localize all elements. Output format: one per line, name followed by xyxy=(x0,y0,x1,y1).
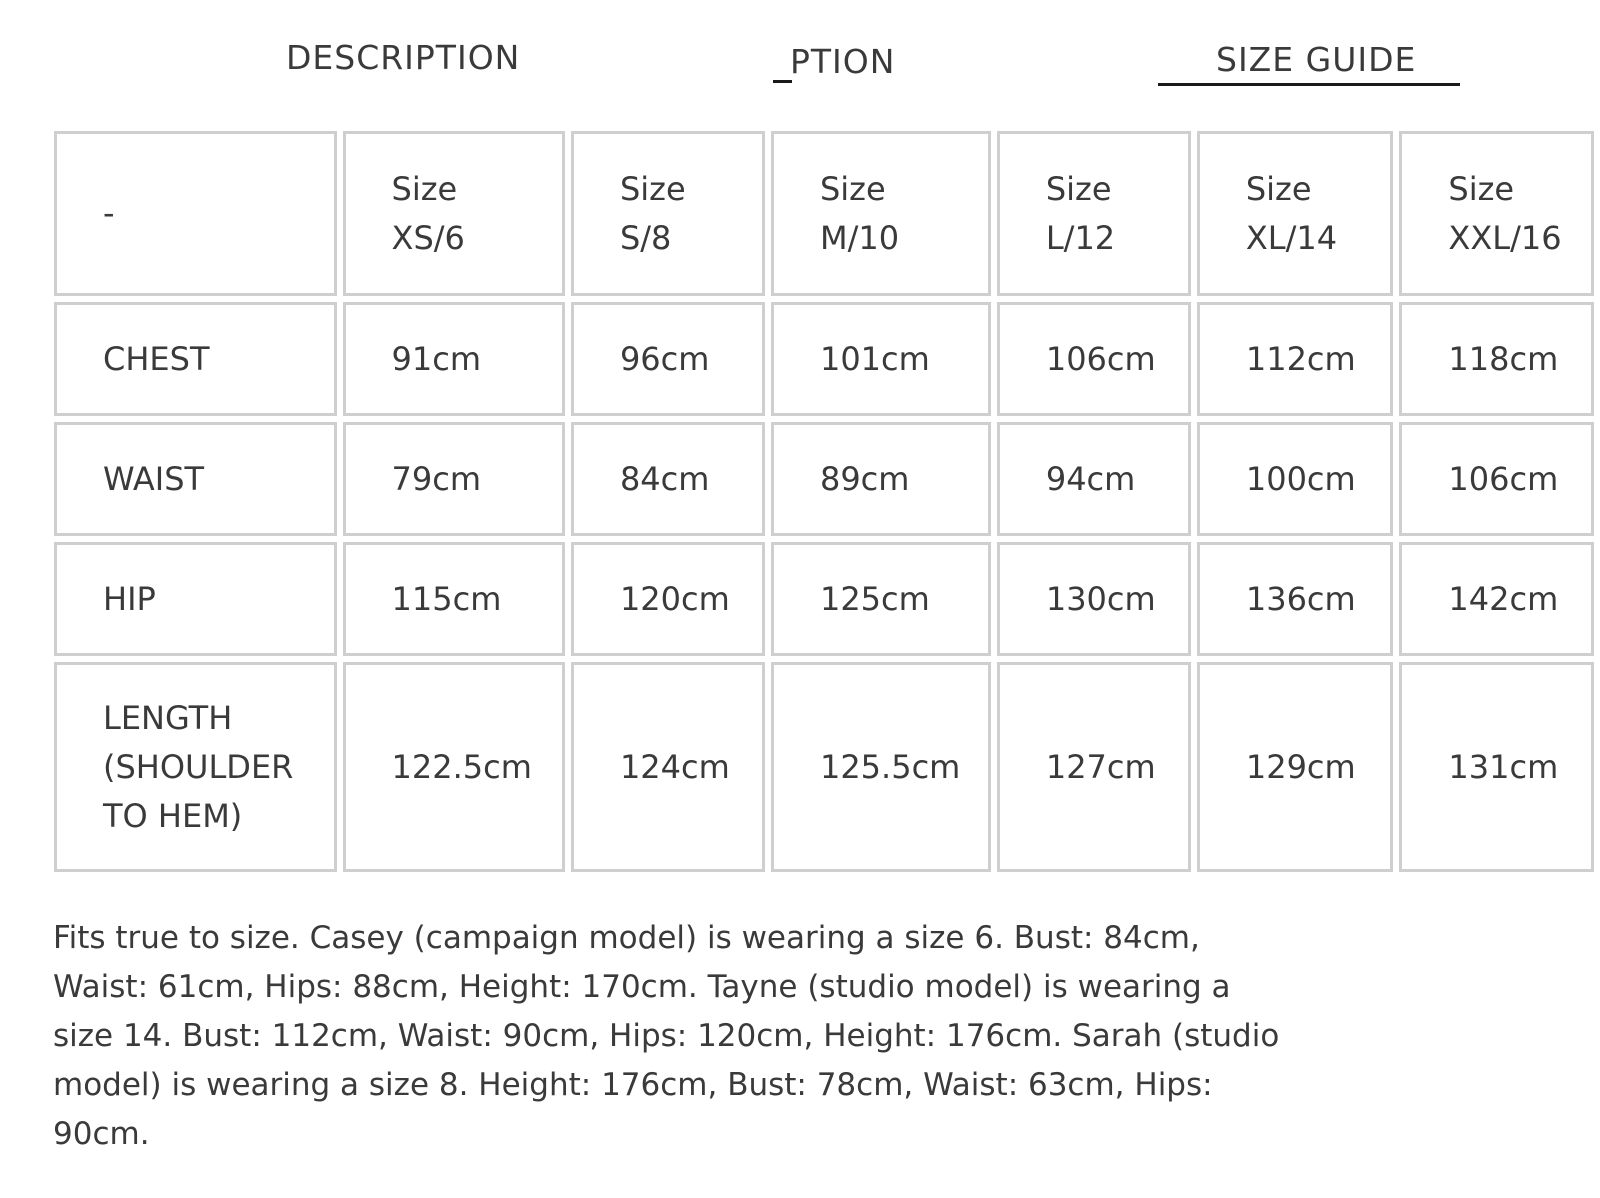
measurement-cell: 125cm xyxy=(771,542,991,656)
measurement-cell: 129cm xyxy=(1197,662,1394,872)
row-label: CHEST xyxy=(103,339,210,378)
row-label-line3: TO HEM) xyxy=(103,796,243,835)
measurement-cell: 131cm xyxy=(1399,662,1594,872)
measurement-cell: 100cm xyxy=(1197,422,1394,536)
table-header-row xyxy=(54,131,1594,296)
measurement-cell: 122.5cm xyxy=(343,662,565,872)
tab-caption-fragment[interactable]: PTION xyxy=(790,42,896,81)
measurement-cell: 115cm xyxy=(343,542,565,656)
measurement-cell: 106cm xyxy=(997,302,1191,416)
measurement-cell: 96cm xyxy=(571,302,765,416)
measurement-cell: 130cm xyxy=(997,542,1191,656)
tab-size-guide[interactable]: SIZE GUIDE xyxy=(1216,40,1417,79)
size-header-cell xyxy=(997,131,1191,296)
measurement-cell: 118cm xyxy=(1399,302,1594,416)
measurement-cell: 91cm xyxy=(343,302,565,416)
size-header-line2: M/10 xyxy=(819,218,900,257)
measurement-cell: 124cm xyxy=(571,662,765,872)
row-label-cell xyxy=(54,302,337,416)
size-header-line1: Size xyxy=(619,169,686,208)
row-label: HIP xyxy=(103,579,156,618)
row-label-cell xyxy=(54,422,337,536)
table-row-hip xyxy=(54,542,1594,656)
row-label: WAIST xyxy=(103,459,205,498)
measurement-cell: 127cm xyxy=(997,662,1191,872)
size-header-cell xyxy=(771,131,991,296)
size-header-line1: Size xyxy=(1245,169,1312,208)
measurement-cell: 101cm xyxy=(771,302,991,416)
measurement-cell: 112cm xyxy=(1197,302,1394,416)
measurement-cell: 106cm xyxy=(1399,422,1594,536)
measurement-cell: 142cm xyxy=(1399,542,1594,656)
size-header-line1: Size xyxy=(1448,169,1515,208)
size-header-line1: Size xyxy=(1045,169,1112,208)
table-row-waist xyxy=(54,422,1594,536)
corner-label: - xyxy=(103,194,115,232)
size-header-line2: XXL/16 xyxy=(1448,218,1562,257)
row-label-line1: LENGTH xyxy=(103,698,233,737)
size-header-line1: Size xyxy=(391,169,458,208)
measurement-cell: 94cm xyxy=(997,422,1191,536)
table-row-length xyxy=(54,662,1594,872)
size-header-line1: Size xyxy=(819,169,886,208)
size-header-cell xyxy=(571,131,765,296)
row-label-cell xyxy=(54,542,337,656)
row-label-cell xyxy=(54,662,337,872)
measurement-cell: 136cm xyxy=(1197,542,1394,656)
size-header-line2: S/8 xyxy=(619,218,672,257)
table-row-chest xyxy=(54,302,1594,416)
measurement-cell: 89cm xyxy=(771,422,991,536)
measurement-cell: 79cm xyxy=(343,422,565,536)
measurement-cell: 120cm xyxy=(571,542,765,656)
measurement-cell: 84cm xyxy=(571,422,765,536)
size-header-line2: XL/14 xyxy=(1245,218,1338,257)
size-header-line2: L/12 xyxy=(1045,218,1116,257)
size-header-cell xyxy=(1197,131,1394,296)
tab-description[interactable]: DESCRIPTION xyxy=(286,38,521,77)
measurement-cell: 125.5cm xyxy=(771,662,991,872)
size-header-line2: XS/6 xyxy=(391,218,465,257)
size-guide-table xyxy=(48,125,1600,878)
fit-note: Fits true to size. Casey (campaign model) is wearing a size 6. Bust: 84cm, Waist: 61cm, Hips: 88cm, Height: 170cm. Tayne (studio model) is wearing a size 14. Bust: 112cm, Waist: 90cm, Hips: 120cm, Height: 176cm. Sarah (studio model) is wearing a size 8. Height: 176cm, Bust: 78cm, Waist: 63cm, Hips: 90cm. xyxy=(53,920,1280,1152)
table-corner-cell xyxy=(54,131,337,296)
size-header-cell xyxy=(1399,131,1594,296)
size-header-cell xyxy=(343,131,565,296)
row-label-line2: (SHOULDER xyxy=(103,747,294,786)
